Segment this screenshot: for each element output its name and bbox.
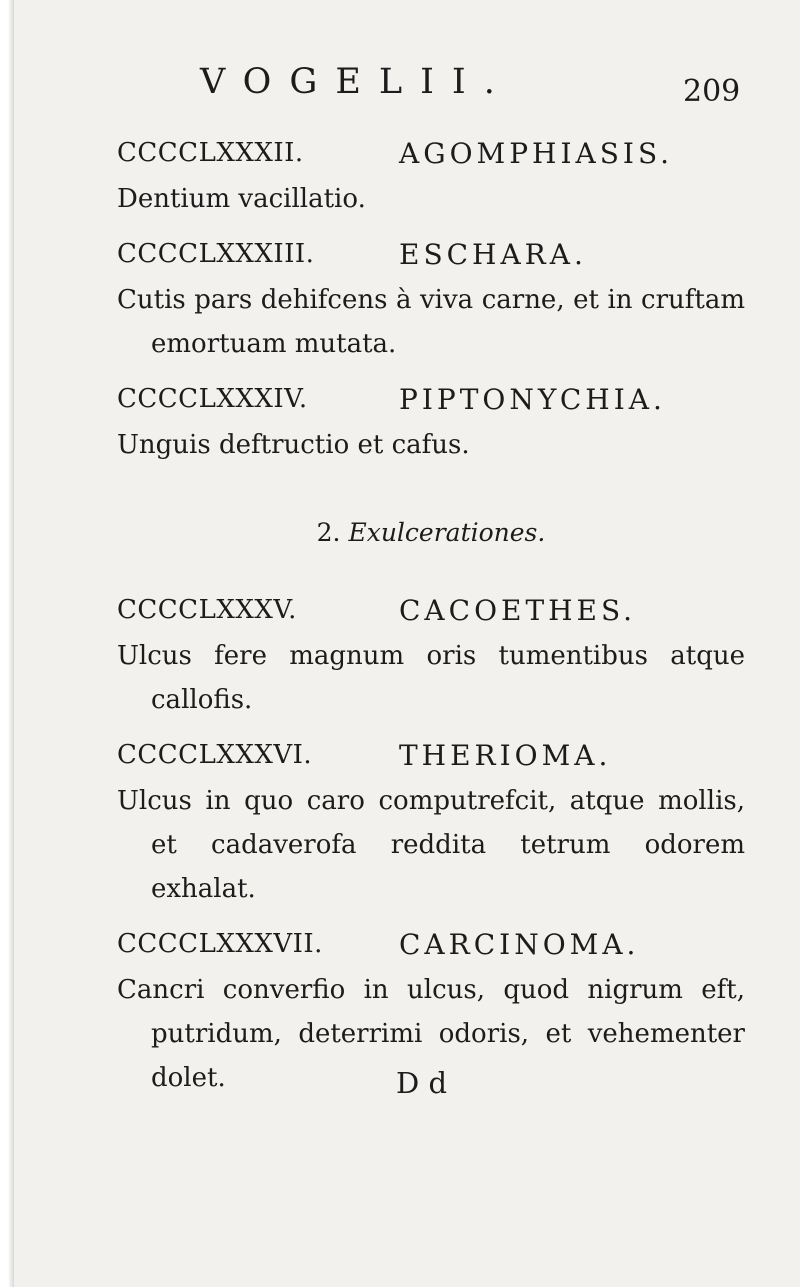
entry-term: AGOMPHIASIS. <box>399 137 674 170</box>
text-block <box>117 130 745 1110</box>
entry-definition: Unguis deftructio et cafus. <box>117 430 470 460</box>
entry-piptonychia <box>117 376 745 467</box>
entry-term: THERIOMA. <box>399 739 612 772</box>
entry-term: ESCHARA. <box>399 238 587 271</box>
entry-title <box>117 587 745 634</box>
section-heading <box>117 513 745 553</box>
entry-term: PIPTONYCHIA. <box>399 383 666 416</box>
entry-definition: Ulcus in quo caro computrefcit, atque mollis, et cadaverofa reddita tetrum odorem exhalat. <box>117 786 745 904</box>
entry-definition: Cutis pars dehifcens à viva carne, et in cruftam emortuam mutata. <box>117 285 745 359</box>
entry-definition: Ulcus fere magnum oris tumentibus atque callofis. <box>117 641 745 715</box>
entry-numeral: CCCCLXXXIV. <box>117 384 308 414</box>
entry-numeral: CCCCLXXXVI. <box>117 740 313 770</box>
running-head: VOGELII. <box>200 62 513 102</box>
entry-numeral: CCCCLXXXV. <box>117 595 297 625</box>
entry-term: CARCINOMA. <box>399 928 640 961</box>
page-header <box>0 60 800 110</box>
entry-definition: Dentium vacillatio. <box>117 184 366 214</box>
entry-cacoethes <box>117 587 745 722</box>
section-title: Exulcerationes. <box>348 518 546 547</box>
signature-mark: D d <box>396 1066 448 1100</box>
entry-title <box>117 130 745 177</box>
section-number: 2. <box>316 518 341 547</box>
entry-numeral: CCCCLXXXIII. <box>117 239 315 269</box>
entry-title <box>117 231 745 278</box>
entry-agomphiasis <box>117 130 745 221</box>
entry-numeral: CCCCLXXXII. <box>117 138 304 168</box>
page-number: 209 <box>683 74 741 109</box>
entry-definition: Cancri converfio in ulcus, quod nigrum eft, putridum, deterrimi odoris, et vehementer dolet. <box>117 975 745 1093</box>
entry-eschara <box>117 231 745 366</box>
entry-numeral: CCCCLXXXVII. <box>117 929 323 959</box>
page-gutter-edge <box>0 0 14 1287</box>
entry-title <box>117 921 745 968</box>
entry-term: CACOETHES. <box>399 594 637 627</box>
entry-therioma <box>117 732 745 911</box>
entry-title <box>117 376 745 423</box>
entry-title <box>117 732 745 779</box>
